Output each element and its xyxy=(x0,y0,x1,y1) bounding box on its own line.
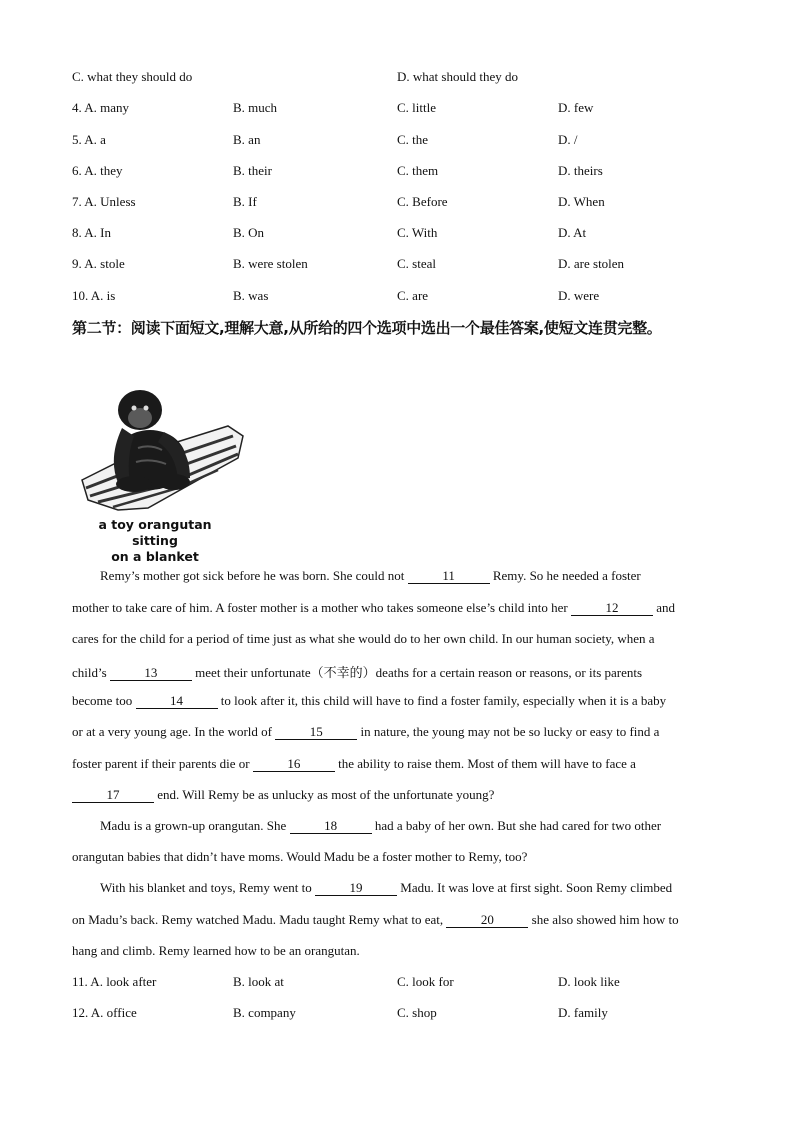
blank-14: 14 xyxy=(136,694,218,709)
text: mother to take care of him. A foster mother is a mother who takes someone else’s child into her xyxy=(72,600,571,615)
option-a: 5. A. a xyxy=(72,132,106,147)
option-c: C. With xyxy=(397,225,438,240)
blank-13: 13 xyxy=(110,666,192,681)
text: Remy. So he needed a foster xyxy=(489,568,641,583)
blank-15: 15 xyxy=(275,725,357,740)
text: or at a very young age. In the world of xyxy=(72,724,276,739)
text: to look after it, this child will have to find a foster family, especially when it is a baby xyxy=(217,693,667,708)
blank-20: 20 xyxy=(446,913,528,928)
passage-line: cares for the child for a period of time just as what she would do to her own child. In our human society, when a xyxy=(72,631,655,646)
option-a: 8. A. In xyxy=(72,225,111,240)
text: the ability to raise them. Most of them will have to face a xyxy=(334,756,636,771)
option-a: 4. A. many xyxy=(72,100,130,115)
option-a: 7. A. Unless xyxy=(72,194,136,209)
passage-line xyxy=(72,756,732,776)
option-d: D. When xyxy=(558,194,605,209)
passage-line xyxy=(100,568,760,588)
text: become too xyxy=(72,693,136,708)
text: Remy’s mother got sick before he was born. She could not xyxy=(100,568,408,583)
passage-line xyxy=(72,787,732,807)
option-row-10 xyxy=(0,288,794,308)
option-a: 12. A. office xyxy=(72,1005,137,1020)
option-row-7 xyxy=(0,194,794,214)
blank-11: 11 xyxy=(408,569,490,584)
option-b: B. company xyxy=(233,1005,296,1020)
option-d: D. what should they do xyxy=(397,69,518,84)
text: child’s xyxy=(72,665,110,680)
passage-line: hang and climb. Remy learned how to be an orangutan. xyxy=(72,943,360,958)
option-b: B. If xyxy=(233,194,257,209)
option-c: C. steal xyxy=(397,256,436,271)
figure-caption xyxy=(80,517,230,565)
option-d: D. theirs xyxy=(558,163,603,178)
option-b: B. their xyxy=(233,163,272,178)
option-a: 9. A. stole xyxy=(72,256,125,271)
passage-line: orangutan babies that didn’t have moms. Would Madu be a foster mother to Remy, too? xyxy=(72,849,528,864)
option-c: C. little xyxy=(397,100,436,115)
text: she also showed him how to xyxy=(528,912,679,927)
option-row-11 xyxy=(0,974,794,994)
option-a: 6. A. they xyxy=(72,163,123,178)
section-heading: 第二节：阅读下面短文,理解大意,从所给的四个选项中选出一个最佳答案,使短文连贯完整。 xyxy=(72,319,662,337)
text: foster parent if their parents die or xyxy=(72,756,253,771)
option-row-5 xyxy=(0,132,794,152)
option-c: C. are xyxy=(397,288,429,303)
text: Madu. It was love at first sight. Soon Remy climbed xyxy=(397,880,673,895)
option-d: D. are stolen xyxy=(558,256,625,271)
text: Madu is a grown-up orangutan. She xyxy=(100,818,290,833)
option-c: C. shop xyxy=(397,1005,437,1020)
option-c: C. them xyxy=(397,163,439,178)
option-row-8 xyxy=(0,225,794,245)
option-a: 10. A. is xyxy=(72,288,116,303)
text: in nature, the young may not be so lucky or easy to find a xyxy=(357,724,660,739)
option-c: C. Before xyxy=(397,194,448,209)
option-b: B. On xyxy=(233,225,265,240)
text: With his blanket and toys, Remy went to xyxy=(100,880,316,895)
passage-line xyxy=(72,912,732,932)
blank-17: 17 xyxy=(72,788,154,803)
option-row-6 xyxy=(0,163,794,183)
option-b: B. look at xyxy=(233,974,284,989)
option-d: D. family xyxy=(558,1005,608,1020)
option-d: D. were xyxy=(558,288,600,303)
option-d: D. / xyxy=(558,132,578,147)
passage-line xyxy=(72,600,732,620)
passage-line xyxy=(100,880,760,900)
option-row-9 xyxy=(0,256,794,276)
passage-line xyxy=(72,724,732,744)
blank-12: 12 xyxy=(571,601,653,616)
passage-line xyxy=(72,693,732,713)
passage-line xyxy=(72,662,732,682)
blank-16: 16 xyxy=(253,757,335,772)
option-c: C. what they should do xyxy=(72,69,193,84)
text: end. Will Remy be as unlucky as most of the unfortunate young? xyxy=(154,787,495,802)
text: had a baby of her own. But she had cared for two other xyxy=(371,818,662,833)
text: and xyxy=(652,600,675,615)
option-row-12 xyxy=(0,1005,794,1025)
option-row-4 xyxy=(0,100,794,120)
passage-line xyxy=(100,818,760,838)
caption-line: a toy orangutan sitting xyxy=(98,517,212,548)
option-c: C. the xyxy=(397,132,429,147)
option-b: B. an xyxy=(233,132,261,147)
option-b: B. much xyxy=(233,100,278,115)
option-b: B. were stolen xyxy=(233,256,308,271)
option-a: 11. A. look after xyxy=(72,974,157,989)
caption-line: on a blanket xyxy=(111,549,199,564)
blank-19: 19 xyxy=(315,881,397,896)
option-d: D. few xyxy=(558,100,594,115)
option-c: C. look for xyxy=(397,974,454,989)
option-row-3-cd xyxy=(0,69,794,89)
option-d: D. At xyxy=(558,225,587,240)
text: on Madu’s back. Remy watched Madu. Madu taught Remy what to eat, xyxy=(72,912,447,927)
text: meet their unfortunate（不幸的）deaths for a certain reason or reasons, or its parents xyxy=(191,665,643,680)
option-d: D. look like xyxy=(558,974,620,989)
blank-18: 18 xyxy=(290,819,372,834)
option-b: B. was xyxy=(233,288,269,303)
